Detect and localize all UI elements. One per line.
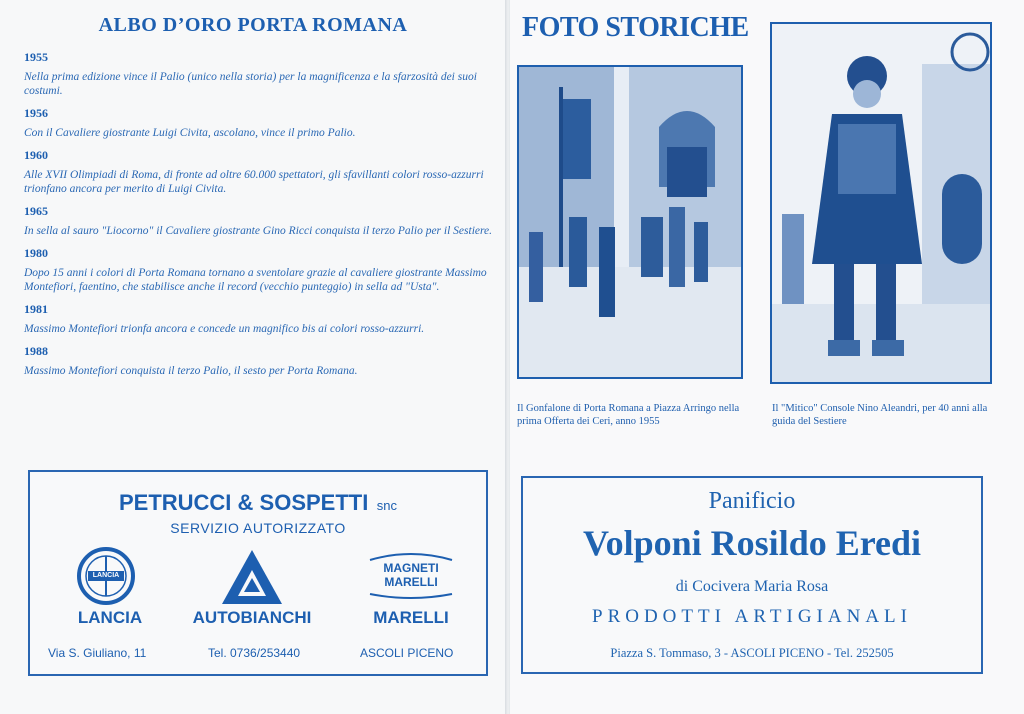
brand-marelli: MARELLI bbox=[373, 608, 449, 627]
panificio-address: Piazza S. Tommaso, 3 - ASCOLI PICENO - Tel. 252505 bbox=[610, 646, 894, 660]
entry-text: Alle XVII Olimpiadi di Roma, di fronte ad oltre 60.000 spettatori, gli sfavillanti colori rosso-azzurri trionfano ancora per merito di Luigi Civita. bbox=[24, 169, 484, 195]
panificio-name: Volponi Rosildo Eredi bbox=[582, 523, 922, 563]
page-title-albo: ALBO D’ORO PORTA ROMANA bbox=[98, 14, 408, 36]
page-title-foto: FOTO STORICHE bbox=[522, 12, 749, 43]
entry-year: 1960 bbox=[24, 148, 48, 162]
entry-text: Con il Cavaliere giostrante Luigi Civita, ascolano, vince il primo Palio. bbox=[24, 127, 356, 139]
entry-text: Dopo 15 anni i colori di Porta Romana tornano a sventolare grazie al cavaliere giostrante Massimo Montefiori, faentino, che stabilisce anche il record (vecchio punteggio) in sella ad "Usta". bbox=[24, 267, 487, 293]
ad-city: ASCOLI PICENO bbox=[360, 646, 454, 660]
ad-address: Via S. Giuliano, 11 bbox=[48, 646, 147, 660]
entry-year: 1981 bbox=[24, 302, 48, 316]
magneti-badge-text: MAGNETI MARELLI bbox=[383, 561, 439, 589]
entry-year: 1965 bbox=[24, 204, 48, 218]
lancia-badge-text: LANCIA bbox=[92, 572, 120, 579]
ad-company-line bbox=[30, 490, 486, 516]
entry-text: In sella al sauro "Liocorno" il Cavaliere giostrante Gino Ricci conquista il terzo Palio per il Sestiere. bbox=[24, 225, 493, 237]
panificio-kind: Panificio bbox=[708, 488, 796, 514]
albo-entries bbox=[24, 50, 496, 386]
magneti-marelli-logo-icon bbox=[366, 546, 456, 604]
entry-text: Massimo Montefiori conquista il terzo Palio, il sesto per Porta Romana. bbox=[24, 365, 358, 377]
entry-1980 bbox=[24, 246, 496, 294]
entry-text: Massimo Montefiori trionfa ancora e concede un magnifico bis ai colori rosso-azzurri. bbox=[24, 323, 425, 335]
left-page bbox=[0, 0, 506, 714]
caption-console: Il "Mitico" Console Nino Aleandri, per 40 anni alla guida del Sestiere bbox=[772, 403, 988, 427]
ad-company-name: PETRUCCI & SOSPETTI bbox=[118, 490, 369, 515]
right-page bbox=[510, 0, 1024, 714]
lancia-logo-icon bbox=[76, 546, 136, 606]
brand-lancia: LANCIA bbox=[77, 608, 143, 627]
brand-autobianchi: AUTOBIANCHI bbox=[192, 608, 312, 627]
entry-1965 bbox=[24, 204, 496, 238]
entry-year: 1980 bbox=[24, 246, 48, 260]
panificio-products: PRODOTTI ARTIGIANALI bbox=[592, 606, 912, 627]
entry-1981 bbox=[24, 302, 496, 336]
autobianchi-logo-icon bbox=[220, 548, 284, 606]
entry-1960 bbox=[24, 148, 496, 196]
ad-company-suffix: snc bbox=[376, 498, 398, 513]
entry-1988 bbox=[24, 344, 496, 378]
entry-year: 1955 bbox=[24, 50, 48, 64]
entry-year: 1956 bbox=[24, 106, 48, 120]
entry-year: 1988 bbox=[24, 344, 48, 358]
entry-1956 bbox=[24, 106, 496, 140]
caption-gonfalone: Il Gonfalone di Porta Romana a Piazza Arringo nella prima Offerta dei Ceri, anno 1955 bbox=[517, 403, 740, 427]
ad-service: SERVIZIO AUTORIZZATO bbox=[170, 520, 346, 536]
panificio-owner: di Cocivera Maria Rosa bbox=[675, 578, 829, 595]
photo-gonfalone bbox=[517, 65, 743, 379]
ad-phone: Tel. 0736/253440 bbox=[208, 646, 301, 660]
photo-console bbox=[770, 22, 992, 384]
petrucci-ad bbox=[28, 470, 488, 676]
panificio-ad bbox=[521, 476, 983, 674]
entry-1955 bbox=[24, 50, 496, 98]
entry-text: Nella prima edizione vince il Palio (unico nella storia) per la magnificenza e la sfarzosità dei suoi costumi. bbox=[24, 71, 477, 97]
